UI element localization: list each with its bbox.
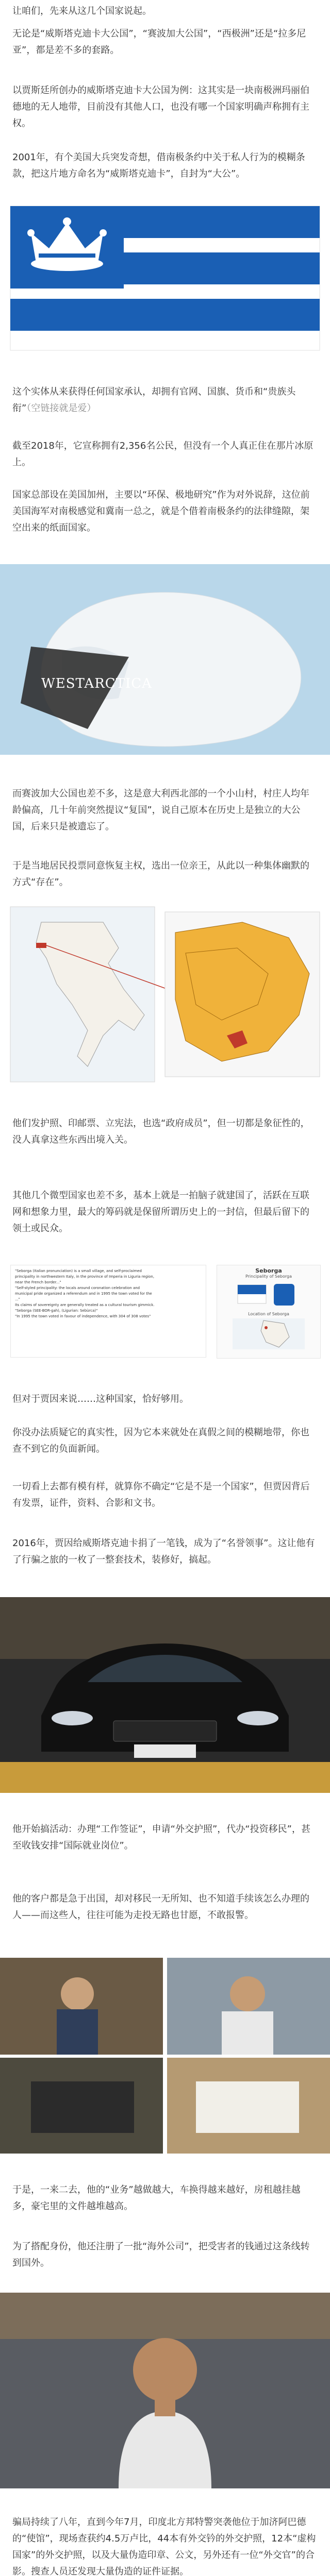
paragraph: 他的客户都是急于出国，却对移民一无所知、也不知道手续该怎么办理的人——而这些人，往往可能为走投无路也甘愿，不敢报警。	[12, 1893, 309, 1921]
seborga-map-icon	[0, 902, 330, 1087]
wiki-screenshot	[0, 1260, 330, 1363]
wiki-line: ..."	[15, 1297, 20, 1301]
car-icon	[0, 1597, 330, 1793]
wiki-text-block	[10, 1265, 206, 1358]
infobox-map-icon	[217, 1316, 320, 1352]
paragraph: 骗局持续了八年，直到今年7月，印度北方邦特警突袭他位于加济阿巴德的“使馆”，现场查获约4.5万卢比，44本有外交钤的外交护照，12本“虚构国家”的外交护照，以及大量伪造印章、公文，另外还有一位“外交官”的合影。搜查人员还发现大量伪造的证件证据。	[12, 2517, 316, 2576]
paragraph: 让咱们，先来从这几个国家说起。	[12, 6, 152, 16]
flag-image	[0, 201, 330, 355]
photo-collage	[0, 1958, 330, 2154]
collage-icon	[0, 1958, 330, 2154]
map-label: WESTARCTICA	[41, 676, 152, 691]
paragraph: 他们发护照、印邮票、立宪法，也选“政府成员”，但一切都是象征性的，没人真拿这些东西出境入关。	[12, 1118, 310, 1145]
wiki-line: "Seborga (Italian pronunciation) is a small village, and self-proclaimed	[15, 1269, 142, 1273]
paragraph: 一切看上去都有模有样，就算你不确定“它是不是一个国家”，但贾因背后有发票，证件，资料、合影和文书。	[12, 1481, 310, 1509]
westarctica-flag-icon	[0, 201, 330, 355]
car-photo	[0, 1597, 330, 1793]
paragraph: 以贾斯廷所创办的威斯塔克迪卡大公国为例：这其实是一块南极洲玛丽伯德地的无人地带，目前没有其他人口，也没有哪一个国家明确声称拥有主权。	[12, 85, 309, 129]
wiki-line: "Self-styled principality: the locals around coronation celebration and	[15, 1286, 140, 1290]
wiki-line: near the French border..."	[15, 1280, 61, 1284]
paragraph: 于是，一来二去，他的“业务”越做越大，车换得越来越好，房租越挂越多，豪宅里的文件越堆越高。	[12, 2184, 301, 2212]
paragraph: 而赛波加大公国也差不多，这是意大利西北部的一个小山村，村庄人均年龄偏高，几十年前突然提议“复国”，说自己原本在历史上是独立的大公国，后来只是被遗忘了。	[12, 788, 309, 832]
paragraph: 无论是“威斯塔克迪卡大公国”，“赛波加大公国”，“西极洲”还是“拉多尼亚”，都是差不多的套路。	[12, 28, 306, 56]
antarctica-map-icon	[0, 564, 330, 755]
wiki-infobox-title: Seborga	[255, 1267, 282, 1274]
wiki-line: "In 1995 the town voted in favour of independence, with 304 of 308 votes"	[15, 1314, 151, 1318]
paragraph: 其他几个微型国家也差不多，基本上就是一拍脑子就建国了，活跃在互联网和想象力里，最大的筹码就是保留所谓历史上的一封信，但最后留下的领土或民众。	[12, 1190, 309, 1234]
wiki-line: municipal pride organized a referendum and in 1995 the town voted for the	[15, 1292, 152, 1296]
wiki-infobox-subtitle: Principality of Seborga	[245, 1274, 292, 1279]
paragraph: 2001年，有个美国大兵突发奇想，借南极条约中关于私人行为的模糊条款，把这片地方命名为“威斯塔克迪卡”，自封为“大公”。	[12, 152, 305, 179]
paragraph: 截至2018年，它宣称拥有2,356名公民，但没有一个人真正住在那片冰原上。	[12, 440, 314, 468]
paragraph: 国家总部设在美国加州，主要以“环保、极地研究”作为对外说辞，这位前美国海军对南极感觉和冀南一总之，就是个借着南极条约的法律缝隙，架空出来的纸面国家。	[12, 489, 310, 533]
seborga-marker	[36, 943, 46, 948]
portrait-icon	[0, 2293, 330, 2488]
wiki-infobox	[217, 1265, 321, 1359]
paragraph: 这个实体从来获得任何国家承认，却拥有官网、国旗、货币和“贵族头衔”（空链接就是爱）	[12, 386, 296, 414]
paragraph: 但对于贾因来说……这种国家，恰好够用。	[12, 1394, 189, 1404]
paragraph: 2016年，贾因给威斯塔克迪卡捐了一笔钱，成为了“名誉领事”。这让他有了行骗之旅的一枚了一整套技术，装修好，搞起。	[12, 1538, 315, 1565]
inline-link[interactable]: （空链接就是爱）	[26, 403, 96, 414]
paragraph: 于是当地居民投票同意恢复主权，选出一位亲王，从此以一种集体幽默的方式“存在”。	[12, 860, 309, 888]
paragraph: 为了搭配身份，他还注册了一批“海外公司”，把受害者的钱通过这条线转到国外。	[12, 2241, 310, 2268]
paragraph: 他开始搞活动：办理“工作签证”，申请“外交护照”，代办“投资移民”，甚至收钱安排“国际就业岗位”。	[12, 1824, 310, 1851]
wiki-line: principality in northwestern Italy, in the province of Imperia in Liguria region,	[15, 1275, 155, 1279]
wiki-line: "Seborga (SEE-BOR-gah), (Ligurian: Sebùrca)"	[15, 1309, 98, 1313]
paragraph: 你没办法质疑它的真实性，因为它本来就处在真假之间的模糊地带，你也查不到它的负面新闻。	[12, 1427, 309, 1454]
infobox-flag-icon	[217, 1281, 320, 1312]
antarctica-map-image	[0, 564, 330, 755]
wiki-line: Its claims of sovereignty are generally treated as a cultural tourism gimmick.	[15, 1303, 155, 1307]
portrait-photo	[0, 2293, 330, 2488]
wiki-infobox-caption: Location of Seborga	[248, 1312, 289, 1316]
seborga-location-map-image	[0, 902, 330, 1087]
